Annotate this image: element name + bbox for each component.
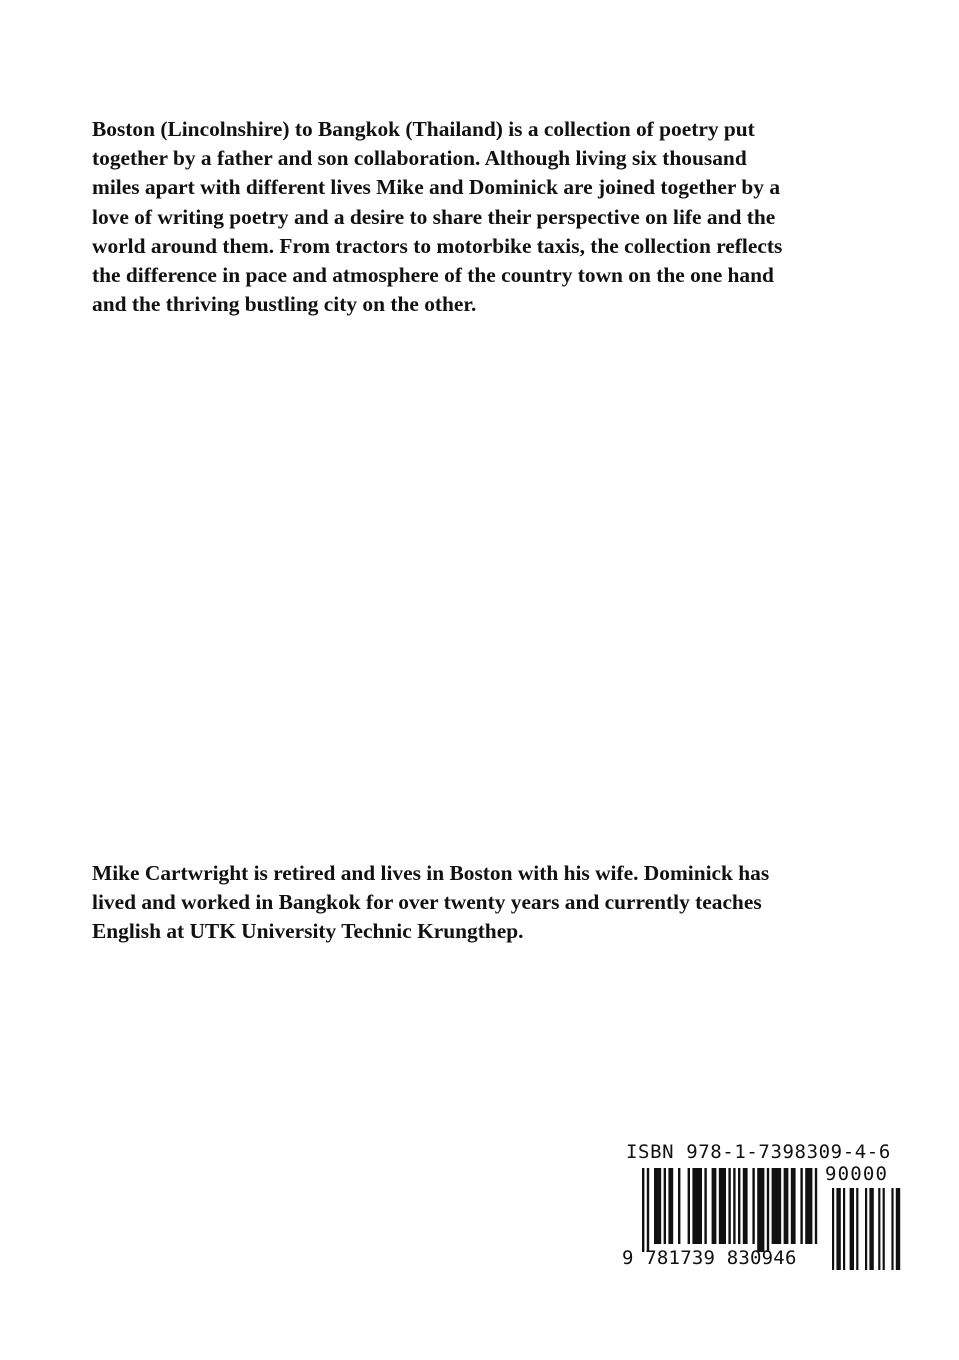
- synopsis-line: love of writing poetry and a desire to share their perspective on life and the: [92, 204, 776, 229]
- isbn-label: ISBN 978-1-7398309-4-6: [626, 1141, 891, 1163]
- synopsis-line: and the thriving bustling city on the other.: [92, 292, 477, 317]
- barcode-bar: [772, 1168, 782, 1244]
- barcode-bar: [878, 1188, 880, 1270]
- barcode-bar: [654, 1168, 661, 1244]
- bio-line: lived and worked in Bangkok for over twenty years and currently teaches: [92, 890, 762, 915]
- barcode-bar: [738, 1168, 740, 1244]
- barcode-bar: [712, 1168, 717, 1244]
- barcode-bar: [784, 1168, 789, 1244]
- author-bio-paragraph: [92, 859, 882, 947]
- barcode-bar: [668, 1168, 673, 1244]
- barcode-bar: [791, 1168, 796, 1244]
- barcode-bar: [664, 1168, 666, 1244]
- ean-digits: 9 781739 830946: [622, 1247, 797, 1269]
- barcode-bar: [850, 1188, 854, 1270]
- barcode-bar: [767, 1168, 769, 1252]
- synopsis-paragraph: [92, 115, 882, 319]
- barcode-bar: [815, 1168, 817, 1244]
- barcode-bar: [856, 1188, 858, 1270]
- price-addon-digits: 90000: [825, 1163, 889, 1185]
- barcode-bar: [752, 1168, 754, 1244]
- barcode-bar: [865, 1188, 867, 1270]
- barcode-bar: [719, 1168, 726, 1244]
- barcode-bar: [733, 1168, 735, 1244]
- barcode-bar: [688, 1168, 690, 1244]
- bio-line: English at UTK University Technic Krungthep.: [92, 919, 524, 944]
- bio-line: Mike Cartwright is retired and lives in Boston with his wife. Dominick has: [92, 861, 770, 885]
- barcode-bar: [704, 1168, 706, 1244]
- barcode-bar: [896, 1188, 900, 1270]
- barcode-bar: [832, 1188, 834, 1270]
- barcode-bar: [800, 1168, 802, 1244]
- barcode-bar: [728, 1168, 730, 1244]
- barcode-bar: [883, 1188, 885, 1270]
- barcode-bar: [843, 1188, 845, 1270]
- isbn-barcode: [620, 1140, 902, 1270]
- barcode-bar: [743, 1168, 748, 1244]
- synopsis-line: Boston (Lincolnshire) to Bangkok (Thailand) is a collection of poetry put: [92, 117, 755, 141]
- barcode-bar: [869, 1188, 873, 1270]
- barcode-bar: [647, 1168, 649, 1252]
- barcode-bar: [642, 1168, 644, 1252]
- synopsis-line: together by a father and son collaboration. Although living six thousand: [92, 146, 747, 171]
- barcode-bar: [836, 1188, 840, 1270]
- barcode-bar: [692, 1168, 702, 1244]
- barcode-bar: [891, 1188, 893, 1270]
- synopsis-line: world around them. From tractors to motorbike taxis, the collection reflects: [92, 233, 783, 258]
- barcode-bar: [757, 1168, 764, 1252]
- barcode-bar: [678, 1168, 680, 1244]
- barcode-bar: [805, 1168, 812, 1244]
- synopsis-line: the difference in pace and atmosphere of the country town on the one hand: [92, 263, 774, 288]
- synopsis-line: miles apart with different lives Mike and Dominick are joined together by a: [92, 175, 781, 200]
